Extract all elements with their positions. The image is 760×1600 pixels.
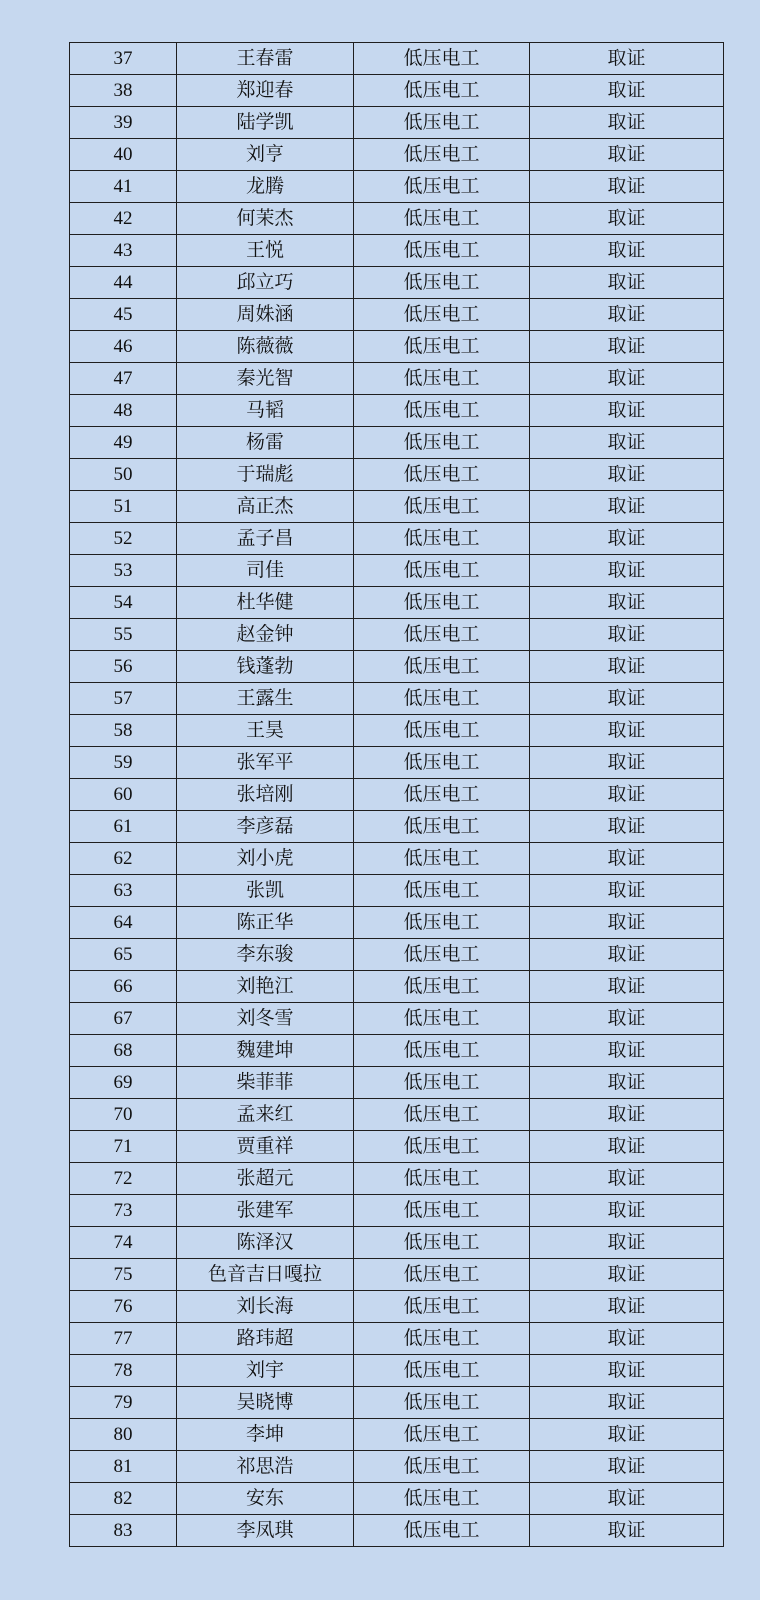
row-number-cell: 68 [70, 1035, 177, 1067]
certificate-status-cell: 取证 [530, 1131, 724, 1163]
row-number-cell: 58 [70, 715, 177, 747]
person-name-cell: 高正杰 [177, 491, 354, 523]
person-name-cell: 王悦 [177, 235, 354, 267]
row-number-cell: 47 [70, 363, 177, 395]
roster-table [69, 42, 724, 1547]
roster-table-body [70, 43, 724, 1547]
table-row [70, 1483, 724, 1515]
certificate-status-cell: 取证 [530, 395, 724, 427]
person-name-cell: 王露生 [177, 683, 354, 715]
work-type-cell: 低压电工 [354, 811, 530, 843]
work-type-cell: 低压电工 [354, 1451, 530, 1483]
work-type-cell: 低压电工 [354, 875, 530, 907]
person-name-cell: 秦光智 [177, 363, 354, 395]
table-row [70, 811, 724, 843]
person-name-cell: 何茉杰 [177, 203, 354, 235]
table-row [70, 427, 724, 459]
table-row [70, 747, 724, 779]
certificate-status-cell: 取证 [530, 1355, 724, 1387]
row-number-cell: 55 [70, 619, 177, 651]
row-number-cell: 70 [70, 1099, 177, 1131]
work-type-cell: 低压电工 [354, 459, 530, 491]
work-type-cell: 低压电工 [354, 587, 530, 619]
table-row [70, 587, 724, 619]
work-type-cell: 低压电工 [354, 683, 530, 715]
person-name-cell: 杨雷 [177, 427, 354, 459]
certificate-status-cell: 取证 [530, 523, 724, 555]
table-row [70, 459, 724, 491]
certificate-status-cell: 取证 [530, 459, 724, 491]
table-row [70, 907, 724, 939]
table-row [70, 1099, 724, 1131]
work-type-cell: 低压电工 [354, 1515, 530, 1547]
table-row [70, 683, 724, 715]
row-number-cell: 37 [70, 43, 177, 75]
table-row [70, 235, 724, 267]
person-name-cell: 郑迎春 [177, 75, 354, 107]
table-row [70, 1163, 724, 1195]
work-type-cell: 低压电工 [354, 779, 530, 811]
table-row [70, 779, 724, 811]
work-type-cell: 低压电工 [354, 363, 530, 395]
row-number-cell: 49 [70, 427, 177, 459]
person-name-cell: 刘亨 [177, 139, 354, 171]
work-type-cell: 低压电工 [354, 1035, 530, 1067]
certificate-status-cell: 取证 [530, 907, 724, 939]
work-type-cell: 低压电工 [354, 171, 530, 203]
table-row [70, 267, 724, 299]
person-name-cell: 路玮超 [177, 1323, 354, 1355]
person-name-cell: 陆学凯 [177, 107, 354, 139]
person-name-cell: 马韬 [177, 395, 354, 427]
row-number-cell: 54 [70, 587, 177, 619]
person-name-cell: 陈泽汉 [177, 1227, 354, 1259]
certificate-status-cell: 取证 [530, 107, 724, 139]
person-name-cell: 孟子昌 [177, 523, 354, 555]
row-number-cell: 64 [70, 907, 177, 939]
person-name-cell: 赵金钟 [177, 619, 354, 651]
work-type-cell: 低压电工 [354, 715, 530, 747]
person-name-cell: 张军平 [177, 747, 354, 779]
row-number-cell: 39 [70, 107, 177, 139]
person-name-cell: 柴菲菲 [177, 1067, 354, 1099]
person-name-cell: 吴晓博 [177, 1387, 354, 1419]
certificate-status-cell: 取证 [530, 75, 724, 107]
work-type-cell: 低压电工 [354, 523, 530, 555]
row-number-cell: 67 [70, 1003, 177, 1035]
person-name-cell: 贾重祥 [177, 1131, 354, 1163]
certificate-status-cell: 取证 [530, 203, 724, 235]
person-name-cell: 李坤 [177, 1419, 354, 1451]
row-number-cell: 41 [70, 171, 177, 203]
person-name-cell: 杜华健 [177, 587, 354, 619]
row-number-cell: 52 [70, 523, 177, 555]
certificate-status-cell: 取证 [530, 1195, 724, 1227]
certificate-status-cell: 取证 [530, 1259, 724, 1291]
work-type-cell: 低压电工 [354, 939, 530, 971]
work-type-cell: 低压电工 [354, 1099, 530, 1131]
table-row [70, 1355, 724, 1387]
work-type-cell: 低压电工 [354, 1323, 530, 1355]
certificate-status-cell: 取证 [530, 139, 724, 171]
table-row [70, 715, 724, 747]
person-name-cell: 刘艳江 [177, 971, 354, 1003]
person-name-cell: 色音吉日嘎拉 [177, 1259, 354, 1291]
row-number-cell: 53 [70, 555, 177, 587]
person-name-cell: 王春雷 [177, 43, 354, 75]
roster-sheet [69, 42, 719, 1547]
certificate-status-cell: 取证 [530, 555, 724, 587]
certificate-status-cell: 取证 [530, 1451, 724, 1483]
certificate-status-cell: 取证 [530, 1387, 724, 1419]
row-number-cell: 76 [70, 1291, 177, 1323]
table-row [70, 1227, 724, 1259]
person-name-cell: 孟来红 [177, 1099, 354, 1131]
row-number-cell: 50 [70, 459, 177, 491]
row-number-cell: 42 [70, 203, 177, 235]
certificate-status-cell: 取证 [530, 587, 724, 619]
row-number-cell: 78 [70, 1355, 177, 1387]
person-name-cell: 钱蓬勃 [177, 651, 354, 683]
certificate-status-cell: 取证 [530, 683, 724, 715]
row-number-cell: 46 [70, 331, 177, 363]
person-name-cell: 陈薇薇 [177, 331, 354, 363]
certificate-status-cell: 取证 [530, 363, 724, 395]
work-type-cell: 低压电工 [354, 427, 530, 459]
row-number-cell: 74 [70, 1227, 177, 1259]
table-row [70, 491, 724, 523]
certificate-status-cell: 取证 [530, 427, 724, 459]
certificate-status-cell: 取证 [530, 1163, 724, 1195]
row-number-cell: 38 [70, 75, 177, 107]
work-type-cell: 低压电工 [354, 1227, 530, 1259]
certificate-status-cell: 取证 [530, 811, 724, 843]
table-row [70, 331, 724, 363]
row-number-cell: 44 [70, 267, 177, 299]
row-number-cell: 82 [70, 1483, 177, 1515]
work-type-cell: 低压电工 [354, 843, 530, 875]
person-name-cell: 张超元 [177, 1163, 354, 1195]
row-number-cell: 69 [70, 1067, 177, 1099]
certificate-status-cell: 取证 [530, 1323, 724, 1355]
table-row [70, 203, 724, 235]
row-number-cell: 63 [70, 875, 177, 907]
person-name-cell: 李彦磊 [177, 811, 354, 843]
person-name-cell: 龙腾 [177, 171, 354, 203]
work-type-cell: 低压电工 [354, 491, 530, 523]
row-number-cell: 72 [70, 1163, 177, 1195]
work-type-cell: 低压电工 [354, 619, 530, 651]
certificate-status-cell: 取证 [530, 715, 724, 747]
row-number-cell: 51 [70, 491, 177, 523]
work-type-cell: 低压电工 [354, 1259, 530, 1291]
person-name-cell: 魏建坤 [177, 1035, 354, 1067]
work-type-cell: 低压电工 [354, 1483, 530, 1515]
table-row [70, 43, 724, 75]
certificate-status-cell: 取证 [530, 299, 724, 331]
work-type-cell: 低压电工 [354, 1387, 530, 1419]
table-row [70, 1035, 724, 1067]
work-type-cell: 低压电工 [354, 651, 530, 683]
work-type-cell: 低压电工 [354, 331, 530, 363]
table-row [70, 75, 724, 107]
person-name-cell: 安东 [177, 1483, 354, 1515]
certificate-status-cell: 取证 [530, 1003, 724, 1035]
work-type-cell: 低压电工 [354, 1003, 530, 1035]
row-number-cell: 43 [70, 235, 177, 267]
table-row [70, 107, 724, 139]
person-name-cell: 张培刚 [177, 779, 354, 811]
table-row [70, 1387, 724, 1419]
certificate-status-cell: 取证 [530, 1067, 724, 1099]
row-number-cell: 71 [70, 1131, 177, 1163]
person-name-cell: 陈正华 [177, 907, 354, 939]
person-name-cell: 李凤琪 [177, 1515, 354, 1547]
table-row [70, 939, 724, 971]
work-type-cell: 低压电工 [354, 1195, 530, 1227]
table-row [70, 875, 724, 907]
certificate-status-cell: 取证 [530, 843, 724, 875]
table-row [70, 1291, 724, 1323]
work-type-cell: 低压电工 [354, 1131, 530, 1163]
row-number-cell: 73 [70, 1195, 177, 1227]
table-row [70, 1259, 724, 1291]
work-type-cell: 低压电工 [354, 1163, 530, 1195]
table-row [70, 363, 724, 395]
person-name-cell: 李东骏 [177, 939, 354, 971]
certificate-status-cell: 取证 [530, 1483, 724, 1515]
person-name-cell: 王昊 [177, 715, 354, 747]
work-type-cell: 低压电工 [354, 747, 530, 779]
certificate-status-cell: 取证 [530, 651, 724, 683]
row-number-cell: 65 [70, 939, 177, 971]
row-number-cell: 40 [70, 139, 177, 171]
row-number-cell: 62 [70, 843, 177, 875]
table-row [70, 395, 724, 427]
work-type-cell: 低压电工 [354, 971, 530, 1003]
row-number-cell: 75 [70, 1259, 177, 1291]
table-row [70, 299, 724, 331]
work-type-cell: 低压电工 [354, 907, 530, 939]
work-type-cell: 低压电工 [354, 299, 530, 331]
certificate-status-cell: 取证 [530, 171, 724, 203]
row-number-cell: 83 [70, 1515, 177, 1547]
person-name-cell: 周姝涵 [177, 299, 354, 331]
row-number-cell: 61 [70, 811, 177, 843]
table-row [70, 1131, 724, 1163]
certificate-status-cell: 取证 [530, 1035, 724, 1067]
work-type-cell: 低压电工 [354, 395, 530, 427]
certificate-status-cell: 取证 [530, 235, 724, 267]
work-type-cell: 低压电工 [354, 555, 530, 587]
row-number-cell: 56 [70, 651, 177, 683]
table-row [70, 1451, 724, 1483]
work-type-cell: 低压电工 [354, 1067, 530, 1099]
row-number-cell: 48 [70, 395, 177, 427]
certificate-status-cell: 取证 [530, 747, 724, 779]
certificate-status-cell: 取证 [530, 1515, 724, 1547]
person-name-cell: 张建军 [177, 1195, 354, 1227]
person-name-cell: 张凯 [177, 875, 354, 907]
certificate-status-cell: 取证 [530, 619, 724, 651]
row-number-cell: 59 [70, 747, 177, 779]
table-row [70, 555, 724, 587]
row-number-cell: 66 [70, 971, 177, 1003]
certificate-status-cell: 取证 [530, 43, 724, 75]
table-row [70, 843, 724, 875]
person-name-cell: 刘长海 [177, 1291, 354, 1323]
certificate-status-cell: 取证 [530, 267, 724, 299]
certificate-status-cell: 取证 [530, 779, 724, 811]
row-number-cell: 45 [70, 299, 177, 331]
person-name-cell: 于瑞彪 [177, 459, 354, 491]
table-row [70, 619, 724, 651]
table-row [70, 1515, 724, 1547]
table-row [70, 651, 724, 683]
person-name-cell: 祁思浩 [177, 1451, 354, 1483]
table-row [70, 139, 724, 171]
work-type-cell: 低压电工 [354, 1291, 530, 1323]
person-name-cell: 刘小虎 [177, 843, 354, 875]
certificate-status-cell: 取证 [530, 331, 724, 363]
row-number-cell: 77 [70, 1323, 177, 1355]
row-number-cell: 81 [70, 1451, 177, 1483]
person-name-cell: 刘冬雪 [177, 1003, 354, 1035]
certificate-status-cell: 取证 [530, 875, 724, 907]
work-type-cell: 低压电工 [354, 267, 530, 299]
row-number-cell: 60 [70, 779, 177, 811]
work-type-cell: 低压电工 [354, 43, 530, 75]
table-row [70, 523, 724, 555]
certificate-status-cell: 取证 [530, 1419, 724, 1451]
work-type-cell: 低压电工 [354, 139, 530, 171]
work-type-cell: 低压电工 [354, 203, 530, 235]
table-row [70, 1323, 724, 1355]
work-type-cell: 低压电工 [354, 1419, 530, 1451]
row-number-cell: 79 [70, 1387, 177, 1419]
certificate-status-cell: 取证 [530, 1291, 724, 1323]
row-number-cell: 80 [70, 1419, 177, 1451]
work-type-cell: 低压电工 [354, 1355, 530, 1387]
person-name-cell: 司佳 [177, 555, 354, 587]
certificate-status-cell: 取证 [530, 491, 724, 523]
certificate-status-cell: 取证 [530, 971, 724, 1003]
certificate-status-cell: 取证 [530, 939, 724, 971]
table-row [70, 971, 724, 1003]
table-row [70, 1003, 724, 1035]
table-row [70, 171, 724, 203]
work-type-cell: 低压电工 [354, 235, 530, 267]
row-number-cell: 57 [70, 683, 177, 715]
work-type-cell: 低压电工 [354, 75, 530, 107]
table-row [70, 1419, 724, 1451]
table-row [70, 1195, 724, 1227]
person-name-cell: 邱立巧 [177, 267, 354, 299]
table-row [70, 1067, 724, 1099]
person-name-cell: 刘宇 [177, 1355, 354, 1387]
certificate-status-cell: 取证 [530, 1227, 724, 1259]
certificate-status-cell: 取证 [530, 1099, 724, 1131]
work-type-cell: 低压电工 [354, 107, 530, 139]
